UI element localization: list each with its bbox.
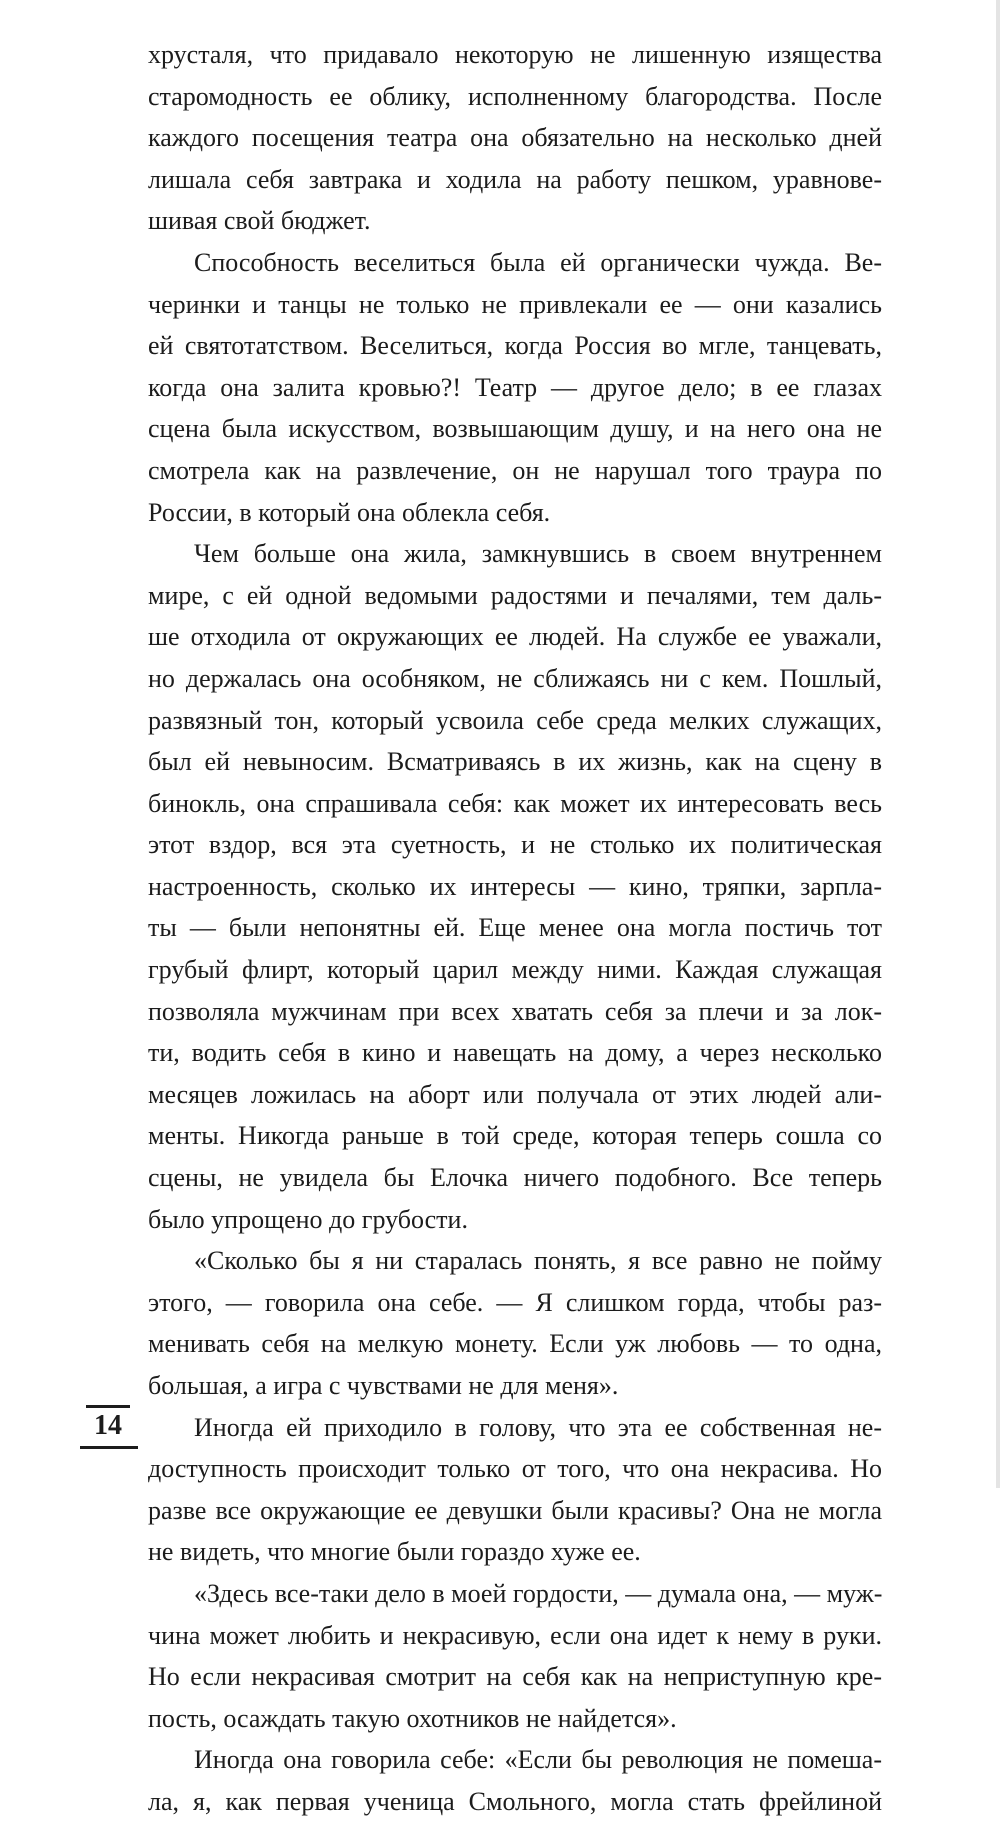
text-line: сцены, не увидела бы Елочка ничего подобного. Все теперь <box>148 1163 882 1193</box>
text-line: месяцев ложилась на аборт или получала от этих людей али- <box>148 1079 882 1109</box>
text-line: большая, а игра с чувствами не для меня». <box>148 1371 619 1400</box>
body-text <box>148 34 882 1823</box>
text-line: хрусталя, что придавало некоторую не лишенную изящества <box>148 40 882 69</box>
text-line: было упрощено до грубости. <box>148 1204 468 1234</box>
text-line: лишала себя завтрака и ходила на работу пешком, уравнове- <box>148 164 882 194</box>
text-line: России, в который она облекла себя. <box>148 497 551 527</box>
text-line: ти, водить себя в кино и навещать на дому, а через несколько <box>148 1038 882 1068</box>
text-line: мире, с ей одной ведомыми радостями и печалями, тем даль- <box>148 580 882 610</box>
page-edge-shadow <box>996 0 1000 1488</box>
text-line: чина может любить и некрасивую, если она идет к нему в руки. <box>148 1620 882 1650</box>
text-line: старомодность ее облику, исполненному благородства. После <box>148 81 882 111</box>
text-line: бинокль, она спрашивала себя: как может их интересовать весь <box>148 788 882 818</box>
text-line: менты. Никогда раньше в той среде, которая теперь сошла со <box>148 1121 882 1151</box>
text-line: черинки и танцы не только не привлекали ее — они казались <box>148 289 882 319</box>
text-line: каждого посещения театра она обязательно на несколько дней <box>148 123 882 153</box>
text-line: доступность происходит только от того, что она некрасива. Но <box>148 1454 882 1484</box>
text-line: этот вздор, вся эта суетность, и не столько их политическая <box>148 830 882 860</box>
text-line: шивая свой бюджет. <box>148 206 371 236</box>
text-line: развязный тон, который усвоила себе среда мелких служащих, <box>148 705 882 735</box>
text-line: был ей невыносим. Всматриваясь в их жизнь, как на сцену в <box>148 747 882 777</box>
page-number: 14 <box>94 1410 122 1441</box>
text-line: не видеть, что многие были гораздо хуже ее. <box>148 1537 641 1567</box>
text-line: менивать себя на мелкую монету. Если уж любовь — то одна, <box>148 1329 882 1359</box>
text-line: Но если некрасивая смотрит на себя как на неприступную кре- <box>148 1662 882 1692</box>
page-number-rule-bottom <box>80 1446 138 1449</box>
text-line: этого, — говорила она себе. — Я слишком горда, чтобы раз- <box>148 1287 882 1317</box>
text-line: настроенность, сколько их интересы — кино, тряпки, зарпла- <box>148 871 882 901</box>
paragraph-first-line: Способность веселиться была ей органически чужда. Ве- <box>194 247 882 277</box>
paragraph-first-line: «Здесь все-таки дело в моей гордости, — думала она, — муж- <box>194 1578 883 1608</box>
text-line: ты — были непонятны ей. Еще менее она могла постичь тот <box>148 913 882 943</box>
paragraph-first-line: Иногда она говорила себе: «Если бы революция не помеша- <box>194 1745 882 1775</box>
text-line: разве все окружающие ее девушки были красивы? Она не могла <box>148 1495 882 1525</box>
text-line: ше отходила от окружающих ее людей. На службе ее уважали, <box>148 622 882 652</box>
text-line: грубый флирт, который царил между ними. Каждая служащая <box>148 955 882 985</box>
text-line: пость, осаждать такую охотников не найдется». <box>148 1703 677 1733</box>
text-line: ла, я, как первая ученица Смольного, могла стать фрейлиной <box>148 1786 882 1816</box>
text-line: смотрела как на развлечение, он не нарушал того траура по <box>148 455 882 485</box>
text-line: но держалась она особняком, не сближаясь ни с кем. Пошлый, <box>148 663 882 693</box>
text-line: позволяла мужчинам при всех хватать себя за плечи и за лок- <box>148 996 882 1026</box>
text-line: когда она залита кровью?! Театр — другое дело; в ее глазах <box>148 372 882 402</box>
paragraph-first-line: «Сколько бы я ни старалась понять, я все равно не пойму <box>194 1246 882 1276</box>
text-line: сцена была искусством, возвышающим душу, и на него она не <box>148 414 882 444</box>
text-line: ей святотатством. Веселиться, когда Россия во мгле, танцевать, <box>148 331 882 361</box>
paragraph-first-line: Чем больше она жила, замкнувшись в своем внутреннем <box>194 539 882 569</box>
paragraph-first-line: Иногда ей приходило в голову, что эта ее собственная не- <box>194 1412 882 1442</box>
